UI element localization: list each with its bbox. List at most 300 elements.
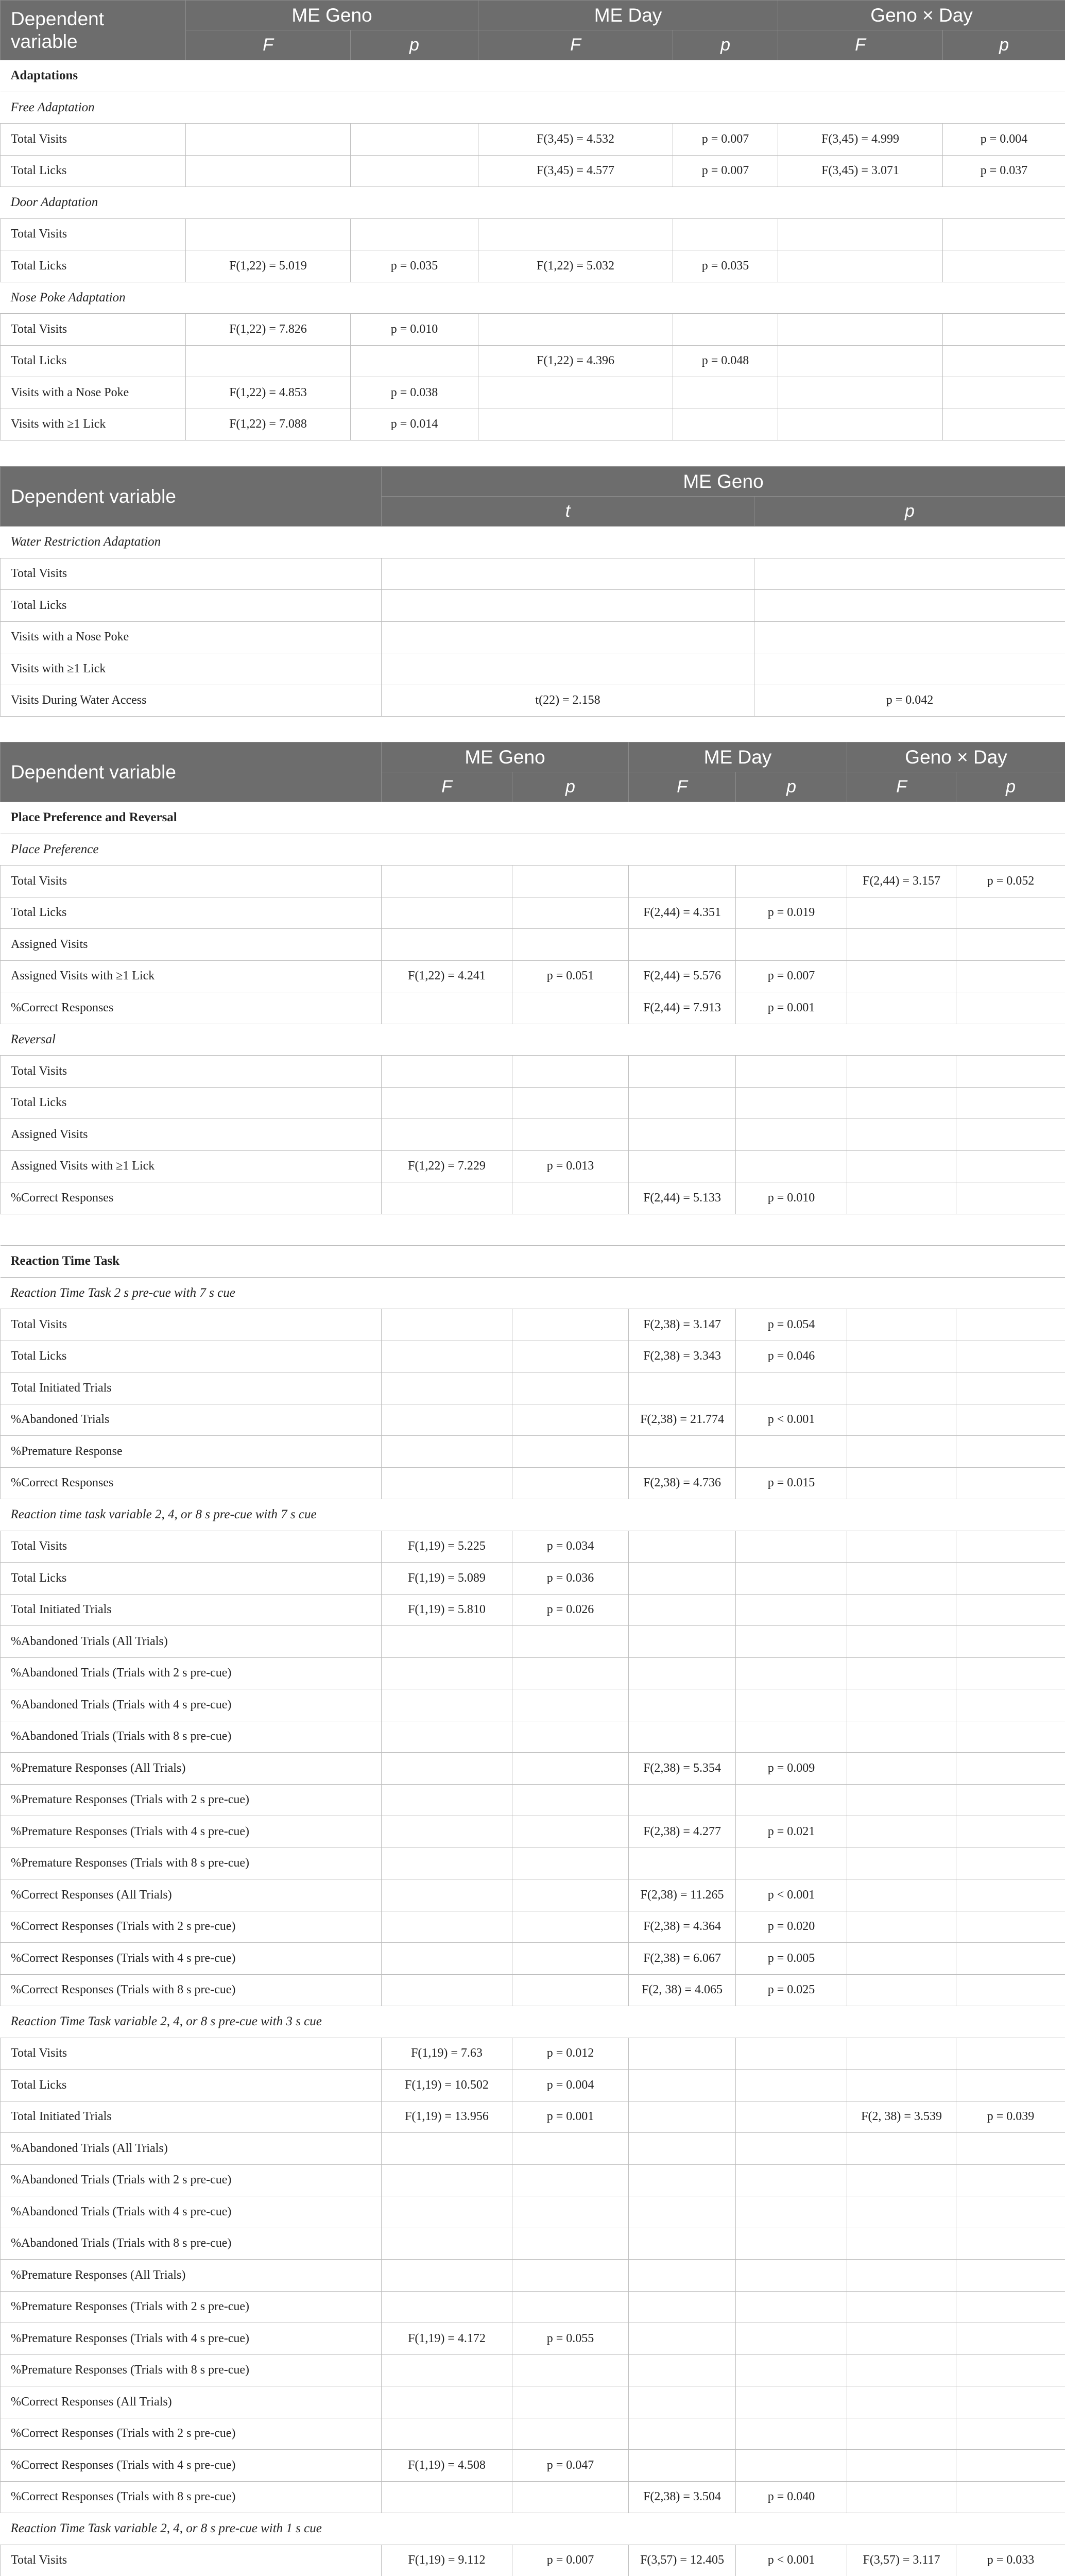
p-value-cell [956,1879,1065,1911]
p-value-cell [736,2260,847,2292]
row-label: Total Visits [1,2038,382,2070]
p-value-cell [736,1689,847,1721]
f-value-cell: F(1,22) = 7.229 [382,1150,512,1182]
f-value-cell: F(1,19) = 10.502 [382,2070,512,2102]
p-value-cell [736,2291,847,2323]
f-value-cell [629,1657,736,1689]
table-row [1,2481,1065,2513]
p-value-cell [956,2386,1065,2418]
f-value-cell: F(2,38) = 21.774 [629,1404,736,1436]
f-value-cell: F(1,22) = 5.032 [478,250,673,282]
p-value-cell [956,2323,1065,2355]
p-value-cell [956,1436,1065,1468]
row-label: Total Licks [1,250,186,282]
p-header: p [943,30,1065,60]
f-value-cell [478,409,673,440]
table-row [1,992,1065,1024]
p-value-cell [673,377,778,409]
f-value-cell: F(2,38) = 3.504 [629,2481,736,2513]
f-value-cell [382,1721,512,1753]
table-row [1,1024,1065,1056]
group-header: ME Day [629,742,847,772]
p-header: p [512,772,629,802]
f-value-cell [382,2260,512,2292]
f-value-cell [629,1056,736,1088]
f-value-cell [186,155,351,187]
f-value-cell [382,2354,512,2386]
f-value-cell: F(1,19) = 5.089 [382,1563,512,1595]
p-value-cell: p = 0.007 [673,124,778,156]
f-value-cell: F(1,19) = 4.508 [382,2450,512,2482]
p-value-cell [956,1974,1065,2006]
f-value-cell [629,2450,736,2482]
f-value-cell [629,2354,736,2386]
f-value-cell [847,2450,956,2482]
dependent-variable-header: Dependent variable [1,467,382,527]
subsection-heading: Reversal [1,1024,1065,1056]
f-value-cell [629,2133,736,2165]
f-value-cell: F(3,45) = 4.577 [478,155,673,187]
f-header: F [478,30,673,60]
f-value-cell [847,2291,956,2323]
t-value-cell: t(22) = 2.158 [382,685,754,717]
f-value-cell [847,1404,956,1436]
row-label: %Correct Responses (Trials with 4 s pre-cue) [1,1943,382,1975]
p-value-cell [736,1056,847,1088]
table-row [1,929,1065,961]
table-row [1,2228,1065,2260]
p-value-cell [956,2481,1065,2513]
row-label: %Premature Responses (Trials with 8 s pre-cue) [1,1848,382,1879]
p-value-cell [956,2450,1065,2482]
p-value-cell [956,1848,1065,1879]
f-value-cell [847,2133,956,2165]
f-value-cell [382,1816,512,1848]
p-value-cell [956,2418,1065,2450]
row-label: %Abandoned Trials [1,1404,382,1436]
f-value-cell [382,2133,512,2165]
row-label: Visits with a Nose Poke [1,621,382,653]
p-value-cell [956,2133,1065,2165]
f-value-cell [382,2164,512,2196]
f-header: F [778,30,943,60]
subsection-heading: Reaction Time Task variable 2, 4, or 8 s pre-cue with 1 s cue [1,2513,1065,2545]
f-value-cell [629,2038,736,2070]
p-value-cell [956,1182,1065,1214]
f-header: F [847,772,956,802]
p-header: p [956,772,1065,802]
p-value-cell [754,590,1065,622]
f-header: F [382,772,512,802]
p-value-cell [736,1594,847,1626]
p-value-cell [736,1531,847,1563]
p-value-cell: p = 0.054 [736,1309,847,1341]
table-row [1,2070,1065,2102]
table-row [1,2513,1065,2545]
group-header: Geno × Day [847,742,1065,772]
row-label: Total Visits [1,314,186,346]
row-label: %Abandoned Trials (Trials with 2 s pre-cue) [1,1657,382,1689]
stats-table-place-preference-reaction-time [0,742,1065,2576]
p-value-cell [943,409,1065,440]
p-value-cell: p = 0.004 [512,2070,629,2102]
f-value-cell [778,345,943,377]
f-value-cell: F(1,19) = 4.172 [382,2323,512,2355]
f-header: F [629,772,736,802]
table-row [1,345,1065,377]
f-value-cell [847,1341,956,1372]
subsection-heading: Reaction Time Task 2 s pre-cue with 7 s cue [1,1277,1065,1309]
section-heading: Adaptations [1,60,1065,92]
f-value-cell [629,2386,736,2418]
p-value-cell [736,1721,847,1753]
f-value-cell [847,2260,956,2292]
f-value-cell [847,2196,956,2228]
p-value-cell [943,377,1065,409]
table-row [1,1467,1065,1499]
p-value-cell [956,960,1065,992]
p-value-cell: p = 0.001 [512,2101,629,2133]
row-label: Assigned Visits with ≥1 Lick [1,1150,382,1182]
p-value-cell: p = 0.025 [736,1974,847,2006]
row-label: Total Licks [1,1341,382,1372]
f-value-cell [847,1119,956,1151]
f-value-cell [847,1626,956,1658]
table-row [1,2418,1065,2450]
f-value-cell [382,1404,512,1436]
p-value-cell: p = 0.014 [351,409,478,440]
p-header: p [351,30,478,60]
p-value-cell [512,2228,629,2260]
row-label: %Correct Responses [1,992,382,1024]
f-value-cell [629,1150,736,1182]
f-value-cell [382,1943,512,1975]
row-label: Total Visits [1,1531,382,1563]
p-value-cell [736,1436,847,1468]
f-value-cell: F(2,38) = 3.147 [629,1309,736,1341]
table-row [1,2164,1065,2196]
row-label: %Abandoned Trials (Trials with 8 s pre-cue) [1,1721,382,1753]
stats-table-adaptations [0,0,1065,440]
p-value-cell [512,1626,629,1658]
row-label: Total Licks [1,2070,382,2102]
p-value-cell [736,2133,847,2165]
subsection-heading: Free Adaptation [1,92,1065,124]
p-value-cell: p = 0.048 [673,345,778,377]
row-label: Assigned Visits with ≥1 Lick [1,960,382,992]
f-value-cell [629,2196,736,2228]
t-value-cell [382,558,754,590]
f-value-cell: F(2,38) = 11.265 [629,1879,736,1911]
table-row [1,250,1065,282]
table-row [1,1214,1065,1246]
table-row [1,2006,1065,2038]
p-value-cell [736,1784,847,1816]
f-value-cell [847,929,956,961]
table-row [1,155,1065,187]
row-label: Total Visits [1,1309,382,1341]
row-label: %Premature Responses (Trials with 4 s pre-cue) [1,1816,382,1848]
f-value-cell [382,2481,512,2513]
f-value-cell [382,2228,512,2260]
row-label: %Correct Responses (Trials with 8 s pre-cue) [1,1974,382,2006]
p-value-cell [512,1784,629,1816]
table-row [1,1879,1065,1911]
section-heading: Place Preference and Reversal [1,802,1065,834]
header-row [1,467,1065,497]
row-label: Visits with ≥1 Lick [1,409,186,440]
f-value-cell: F(1,19) = 13.956 [382,2101,512,2133]
p-value-cell [512,2133,629,2165]
p-value-cell: p = 0.001 [736,992,847,1024]
p-value-cell [956,2164,1065,2196]
p-header: p [736,772,847,802]
f-value-cell [847,960,956,992]
subsection-heading: Reaction Time Task variable 2, 4, or 8 s pre-cue with 3 s cue [1,2006,1065,2038]
table-row [1,2450,1065,2482]
table-row [1,558,1065,590]
p-value-cell [736,1657,847,1689]
p-value-cell: p = 0.026 [512,1594,629,1626]
f-value-cell: F(1,19) = 5.810 [382,1594,512,1626]
f-value-cell [478,377,673,409]
table-row [1,2101,1065,2133]
row-label: Visits with a Nose Poke [1,377,186,409]
p-value-cell: p = 0.005 [736,1943,847,1975]
p-value-cell [943,218,1065,250]
f-value-cell: F(1,22) = 7.088 [186,409,351,440]
f-value-cell [629,2323,736,2355]
f-value-cell [629,1563,736,1595]
f-value-cell [629,1372,736,1404]
table-row [1,409,1065,440]
p-value-cell [943,250,1065,282]
row-label: %Premature Responses (Trials with 2 s pre-cue) [1,1784,382,1816]
p-value-cell [512,1753,629,1785]
f-value-cell: F(1,19) = 9.112 [382,2545,512,2576]
table-row [1,1911,1065,1943]
f-value-cell [186,345,351,377]
p-value-cell [512,1309,629,1341]
f-value-cell [847,1182,956,1214]
stats-table-water-restriction [0,466,1065,717]
p-value-cell [956,1341,1065,1372]
table-row [1,2260,1065,2292]
p-value-cell [956,2070,1065,2102]
f-value-cell: F(2,44) = 5.133 [629,1182,736,1214]
row-label: Total Licks [1,590,382,622]
p-value-cell [673,218,778,250]
subsection-heading: Nose Poke Adaptation [1,282,1065,314]
table-row [1,1341,1065,1372]
table-row [1,1657,1065,1689]
subsection-heading: Place Preference [1,834,1065,866]
table-row [1,1943,1065,1975]
f-value-cell [629,2260,736,2292]
table-row [1,653,1065,685]
f-value-cell [847,2070,956,2102]
f-value-cell [847,1563,956,1595]
p-value-cell: p = 0.019 [736,897,847,929]
row-label: %Correct Responses (All Trials) [1,2386,382,2418]
p-value-cell [736,1087,847,1119]
p-value-cell [956,2260,1065,2292]
table-row [1,2354,1065,2386]
f-value-cell: F(2, 38) = 3.539 [847,2101,956,2133]
table-row [1,1563,1065,1595]
f-value-cell [478,218,673,250]
group-header: ME Geno [186,1,478,30]
p-value-cell [351,155,478,187]
f-value-cell [629,1626,736,1658]
p-value-cell [736,2450,847,2482]
table-row [1,187,1065,219]
f-value-cell: F(2,44) = 7.913 [629,992,736,1024]
f-header: F [186,30,351,60]
p-value-cell: p = 0.009 [736,1753,847,1785]
f-value-cell [382,1436,512,1468]
p-value-cell: p = 0.004 [943,124,1065,156]
f-value-cell [629,1848,736,1879]
p-value-cell: p = 0.042 [754,685,1065,717]
f-value-cell [629,1594,736,1626]
p-value-cell [956,1372,1065,1404]
p-value-cell: p = 0.047 [512,2450,629,2482]
p-value-cell [736,2101,847,2133]
f-value-cell [847,2228,956,2260]
p-value-cell [956,1753,1065,1785]
f-value-cell [778,218,943,250]
p-value-cell [736,2196,847,2228]
p-value-cell [956,1657,1065,1689]
f-value-cell [847,897,956,929]
table-row [1,1150,1065,1182]
row-label: Total Visits [1,124,186,156]
p-value-cell [512,1056,629,1088]
p-value-cell: p < 0.001 [736,1404,847,1436]
f-value-cell [382,2291,512,2323]
f-value-cell: F(3,45) = 3.071 [778,155,943,187]
p-value-cell [956,2228,1065,2260]
p-value-cell [956,1467,1065,1499]
row-label: Assigned Visits [1,929,382,961]
p-value-cell [736,2038,847,2070]
f-value-cell [847,1657,956,1689]
row-label: Total Licks [1,345,186,377]
f-value-cell [382,1056,512,1088]
p-value-cell: p = 0.052 [956,866,1065,897]
f-value-cell [629,2291,736,2323]
table-row [1,1309,1065,1341]
group-header: ME Geno [382,742,629,772]
f-value-cell [629,929,736,961]
row-label: %Correct Responses [1,1467,382,1499]
p-value-cell: p = 0.040 [736,2481,847,2513]
f-value-cell [382,1753,512,1785]
p-value-cell: p = 0.010 [736,1182,847,1214]
p-value-cell: p = 0.055 [512,2323,629,2355]
p-value-cell: p = 0.013 [512,1150,629,1182]
table-row [1,2545,1065,2576]
row-label: %Premature Responses (Trials with 8 s pre-cue) [1,2354,382,2386]
f-value-cell [847,1056,956,1088]
f-value-cell: F(1,22) = 7.826 [186,314,351,346]
p-value-cell: p < 0.001 [736,2545,847,2576]
f-value-cell: F(2,44) = 4.351 [629,897,736,929]
f-value-cell: F(2, 38) = 4.065 [629,1974,736,2006]
p-value-cell [736,2228,847,2260]
p-value-cell [736,1150,847,1182]
f-value-cell [629,1689,736,1721]
p-value-cell: p = 0.037 [943,155,1065,187]
p-value-cell [754,621,1065,653]
p-value-cell [956,1309,1065,1341]
p-value-cell [736,1372,847,1404]
row-label: Total Visits [1,2545,382,2576]
f-value-cell [382,929,512,961]
f-value-cell [382,1911,512,1943]
f-value-cell [629,1119,736,1151]
row-label: %Abandoned Trials (Trials with 4 s pre-cue) [1,1689,382,1721]
f-value-cell [847,1816,956,1848]
f-value-cell [847,2323,956,2355]
f-value-cell [186,218,351,250]
row-label: %Abandoned Trials (All Trials) [1,1626,382,1658]
f-value-cell [382,1626,512,1658]
table-row [1,314,1065,346]
p-value-cell: p = 0.012 [512,2038,629,2070]
f-value-cell [382,1087,512,1119]
table-row [1,802,1065,834]
f-value-cell [382,866,512,897]
f-value-cell [847,1721,956,1753]
table-row [1,2196,1065,2228]
p-value-cell [754,653,1065,685]
f-value-cell: F(1,19) = 5.225 [382,1531,512,1563]
subsection-heading: Water Restriction Adaptation [1,527,1065,558]
p-value-cell: p = 0.007 [673,155,778,187]
f-value-cell [382,1372,512,1404]
p-value-cell [956,1784,1065,1816]
row-label: %Correct Responses (Trials with 8 s pre-cue) [1,2481,382,2513]
row-label: %Correct Responses (Trials with 4 s pre-cue) [1,2450,382,2482]
table-row [1,1499,1065,1531]
f-value-cell [847,1848,956,1879]
p-value-cell [512,929,629,961]
f-value-cell [847,1150,956,1182]
p-value-cell [736,2386,847,2418]
row-label: %Abandoned Trials (Trials with 4 s pre-cue) [1,2196,382,2228]
header-row [1,1,1065,30]
p-value-cell [512,1404,629,1436]
p-value-cell [512,1911,629,1943]
row-label: Total Licks [1,1563,382,1595]
p-value-cell: p = 0.035 [351,250,478,282]
row-label: Total Initiated Trials [1,2101,382,2133]
p-value-cell [736,2070,847,2102]
f-value-cell: F(1,22) = 4.241 [382,960,512,992]
p-value-cell [512,866,629,897]
f-value-cell [382,1467,512,1499]
dependent-variable-header: Dependent variable [1,742,382,802]
subsection-heading: Door Adaptation [1,187,1065,219]
p-value-cell [956,1150,1065,1182]
f-value-cell [382,1689,512,1721]
table-row [1,1436,1065,1468]
f-value-cell: F(2,44) = 3.157 [847,866,956,897]
p-value-cell: p = 0.007 [512,2545,629,2576]
p-value-cell [736,929,847,961]
